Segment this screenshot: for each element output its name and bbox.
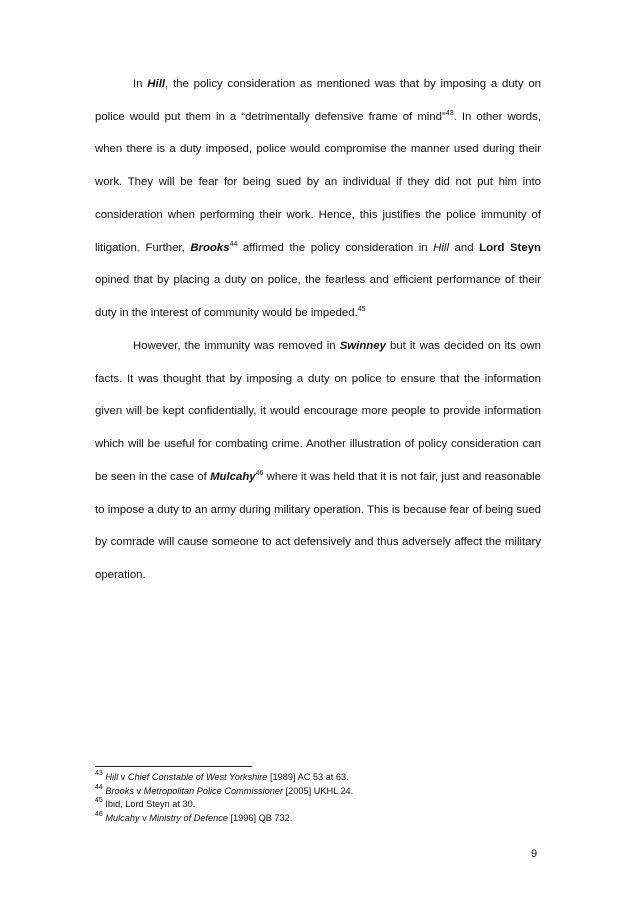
emphasis-italic: Hill <box>105 772 119 782</box>
footnote-text <box>105 786 353 796</box>
body-paragraph-1 <box>95 68 541 330</box>
emphasis-italic: Mulcahy <box>105 812 140 823</box>
footnote-45 <box>95 798 541 812</box>
case-name: Hill <box>147 78 166 90</box>
text-run: [1989] AC 53 at 63. <box>267 772 349 782</box>
text-run: where it was held that it is not fair, just and reasonable to impose a duty to an army during military operation. This is because fear of being sued by comrade will cause someone to act defensively and thus adversely affect the military operation. <box>95 470 541 581</box>
text-run: [2005] UKHL 24. <box>283 785 354 796</box>
footnote-separator <box>95 766 252 767</box>
emphasis-italic: Metropolitan Police Commissioner <box>143 785 284 796</box>
emphasis-italic: Chief Constable of West Yorkshire <box>127 772 268 782</box>
text-run: v <box>133 785 144 796</box>
emphasis-italic: Hill <box>433 241 449 254</box>
footnote-reference: 44 <box>229 240 238 248</box>
case-name: Swinney <box>339 340 386 352</box>
emphasis-italic: Brooks <box>105 785 134 796</box>
footnote-43 <box>95 771 541 785</box>
text-run: However, the immunity was removed in <box>133 340 340 352</box>
page-number: 9 <box>531 848 538 860</box>
text-run: but it was decided on its own facts. It was thought that by imposing a duty on police to ensure that the information given will be kept confidentially, it would encourage more people to provide information which will be useful for combating crime. Another illustration of policy consideration can be seen in the case of <box>95 340 542 483</box>
emphasis-bold: Lord Steyn <box>479 241 541 254</box>
footnotes <box>95 771 541 825</box>
text-run: . In other words, when there is a duty imposed, police would compromise the manner used during their work. They will be fear for being sued by an individual if they did not put him into consideration when performing their work. Hence, this justifies the police immunity of litigation. Further, <box>95 110 541 254</box>
footnote-44 <box>95 785 541 799</box>
footnote-number: 45 <box>95 797 103 805</box>
footnote-number: 43 <box>95 770 103 777</box>
body-paragraph-2 <box>95 330 541 592</box>
footnote-number: 46 <box>95 810 103 818</box>
footnote-text <box>105 772 348 782</box>
emphasis-italic: Ministry of Defence <box>149 812 228 823</box>
footnote-reference: 45 <box>357 305 366 313</box>
case-name: Mulcahy <box>210 470 256 483</box>
text-run: Ibid, Lord Steyn at 30. <box>105 799 196 810</box>
text-run: v <box>139 812 150 823</box>
paragraph-text <box>95 330 541 592</box>
footnote-text <box>105 799 195 809</box>
footnote-text <box>105 813 292 823</box>
text-run: [1996] QB 732. <box>227 812 293 823</box>
text-run: opined that by placing a duty on police, the fearless and efficient performance of their duty in the interest of community would be impeded. <box>95 274 541 319</box>
footnote-reference: 43 <box>445 109 454 117</box>
text-run: v <box>118 772 128 782</box>
text-run: , the policy consideration as mentioned was that by imposing a duty on police would put them in a “detrimentally defensive frame of mind” <box>95 78 541 123</box>
paragraph-text <box>95 68 541 330</box>
text-run: affirmed the policy consideration in <box>237 241 434 254</box>
footnote-reference: 46 <box>255 469 264 477</box>
text-run: and <box>449 241 480 254</box>
case-name: Brooks <box>190 241 230 254</box>
text-run: In <box>133 78 148 90</box>
footnote-number: 44 <box>95 783 103 791</box>
footnote-46 <box>95 812 541 826</box>
